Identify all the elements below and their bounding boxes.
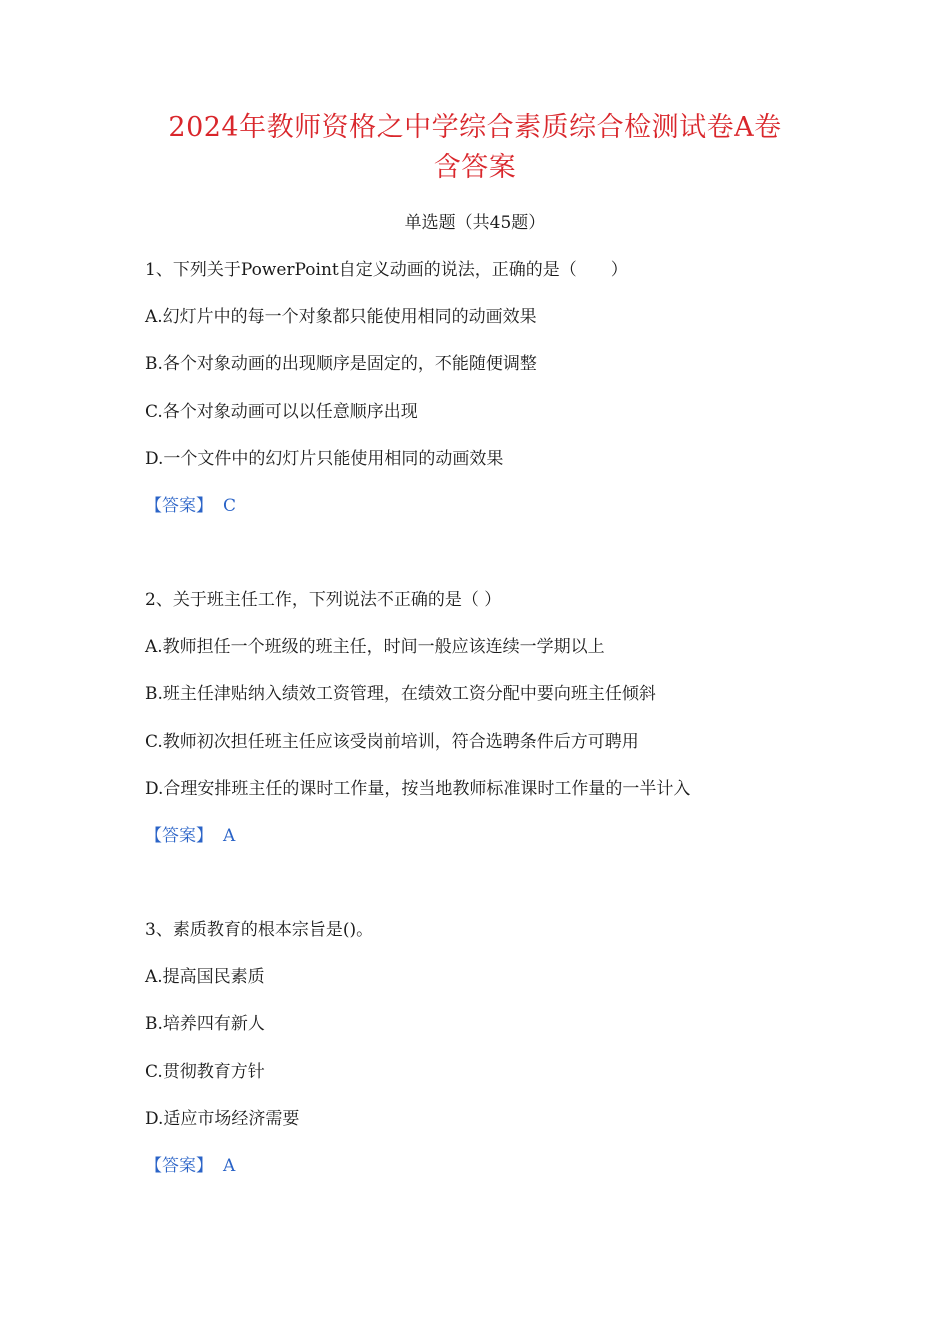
question-3-option-a: A.提高国民素质 xyxy=(145,967,265,987)
answer-label: 【答案】 xyxy=(145,496,213,516)
question-2-option-d: D.合理安排班主任的课时工作量，按当地教师标准课时工作量的一半计入 xyxy=(145,779,691,799)
question-3-option-c: C.贯彻教育方针 xyxy=(145,1062,265,1082)
question-1-option-c: C.各个对象动画可以以任意顺序出现 xyxy=(145,402,418,422)
title-line-2: 含答案 xyxy=(433,152,517,183)
question-2-option-c: C.教师初次担任班主任应该受岗前培训，符合选聘条件后方可聘用 xyxy=(145,732,639,752)
question-2-stem: 2、关于班主任工作，下列说法不正确的是（ ） xyxy=(145,590,502,610)
question-3-stem: 3、素质教育的根本宗旨是()。 xyxy=(145,920,374,940)
answer-value: A xyxy=(223,826,236,846)
question-2-option-a: A.教师担任一个班级的班主任，时间一般应该连续一学期以上 xyxy=(145,637,605,657)
answer-value: A xyxy=(223,1156,236,1176)
answer-label: 【答案】 xyxy=(145,826,213,846)
section-heading: 单选题（共45题） xyxy=(404,213,546,233)
title-line-1: 2024年教师资格之中学综合素质综合检测试卷A卷 xyxy=(168,112,782,143)
question-1-option-b: B.各个对象动画的出现顺序是固定的，不能随便调整 xyxy=(145,354,537,374)
question-1-answer xyxy=(145,494,236,518)
answer-label: 【答案】 xyxy=(145,1156,213,1176)
question-1-option-d: D.一个文件中的幻灯片只能使用相同的动画效果 xyxy=(145,449,504,469)
question-1-option-a: A.幻灯片中的每一个对象都只能使用相同的动画效果 xyxy=(145,307,537,327)
question-1-stem: 1、下列关于PowerPoint自定义动画的说法，正确的是（ ） xyxy=(145,260,628,280)
question-3-option-b: B.培养四有新人 xyxy=(145,1014,265,1034)
question-3-answer xyxy=(145,1154,235,1178)
answer-value: C xyxy=(223,496,237,516)
document-title xyxy=(130,108,820,188)
question-2-option-b: B.班主任津贴纳入绩效工资管理，在绩效工资分配中要向班主任倾斜 xyxy=(145,684,656,704)
question-3-option-d: D.适应市场经济需要 xyxy=(145,1109,300,1129)
question-2-answer xyxy=(145,824,235,848)
